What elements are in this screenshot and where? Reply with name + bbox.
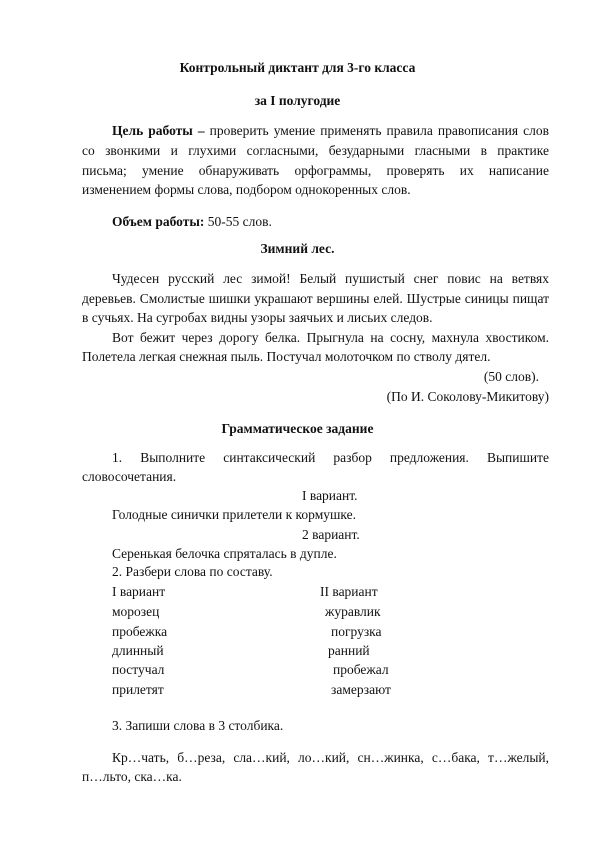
col2-header: II вариант	[320, 584, 378, 599]
dictation-word-count: (50 слов).	[483, 369, 539, 384]
col2-word: пробежал	[333, 662, 389, 677]
col2-word: ранний	[328, 643, 370, 658]
col1-word: прилетят	[112, 682, 164, 697]
task1-line-2: словосочетания.	[82, 469, 177, 484]
variant1-label: I вариант.	[302, 488, 358, 503]
goal-line-2: со звонкими и глухими согласными, безударными гласными в практике	[82, 143, 549, 158]
dictation-line-5: Полетела легкая снежная пыль. Постучал молоточком по стволу дятел.	[82, 349, 491, 364]
variant2-sentence: Серенькая белочка спряталась в дупле.	[112, 546, 337, 561]
col2-word: журавлик	[325, 604, 381, 619]
variant2-label: 2 вариант.	[302, 527, 360, 542]
task3-line-1: Кр…чать, б…реза, сла…кий, ло…кий, сн…жинка, с…бака, т…желый,	[112, 750, 549, 765]
goal-label: Цель работы –	[112, 123, 205, 138]
col2-word: замерзают	[331, 682, 391, 697]
grammar-title: Грамматическое задание	[221, 421, 374, 436]
volume-label: Объем работы:	[112, 214, 205, 229]
document-title: Контрольный диктант для 3-го класса	[179, 60, 416, 75]
col1-word: длинный	[112, 643, 164, 658]
task3-heading: 3. Запиши слова в 3 столбика.	[112, 718, 284, 733]
dictation-line-4: Вот бежит через дорогу белка. Прыгнула на сосну, махнула хвостиком.	[112, 330, 549, 345]
task3-line-2: п…льто, ска…ка.	[82, 769, 182, 784]
variant1-sentence: Голодные синички прилетели к кормушке.	[112, 507, 356, 522]
dictation-title: Зимний лес.	[260, 241, 335, 256]
dictation-source: (По И. Соколову-Микитову)	[386, 389, 549, 404]
task1-line-1: 1. Выполните синтаксический разбор предложения. Выпишите	[112, 450, 549, 465]
col1-header: I вариант	[112, 584, 166, 599]
task2-heading: 2. Разбери слова по составу.	[112, 564, 273, 579]
goal-line-4: изменением формы слова, подбором однокоренных слов.	[82, 182, 411, 197]
dictation-line-1: Чудесен русский лес зимой! Белый пушистый снег повис на ветвях	[112, 271, 549, 286]
goal-line-1	[112, 122, 549, 139]
col1-word: пробежка	[112, 624, 168, 639]
goal-text-1: проверить умение применять правила правописания слов	[204, 123, 549, 138]
goal-line-3: письма; умение обнаруживать орфограммы, проверять их написание	[82, 163, 549, 178]
document-subtitle: за I полугодие	[254, 93, 341, 108]
dictation-line-3: в сучьях. На сугробах видны узоры заячьих и лисьих следов.	[82, 310, 433, 325]
dictation-line-2: деревьев. Смолистые шишки украшают вершины елей. Шустрые синицы пищат	[82, 291, 549, 306]
volume-value: 50-55 слов.	[204, 214, 272, 229]
col1-word: морозец	[112, 604, 160, 619]
col2-word: погрузка	[331, 624, 382, 639]
volume-line	[112, 213, 272, 230]
col1-word: постучал	[112, 662, 165, 677]
